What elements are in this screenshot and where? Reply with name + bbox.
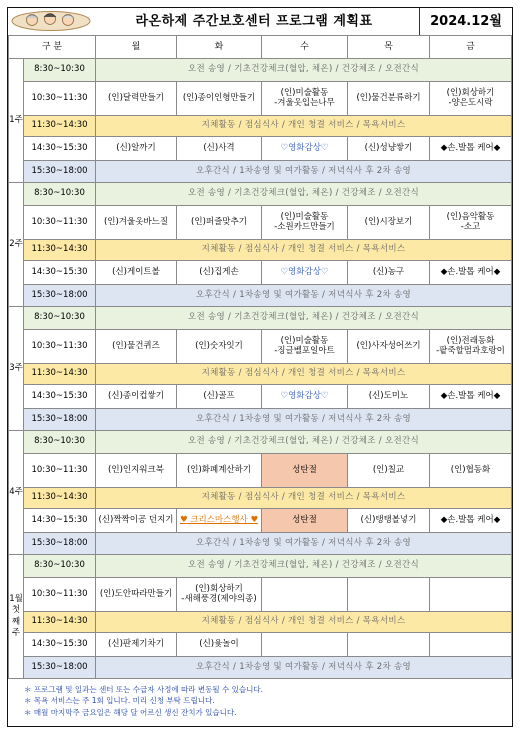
program-cell: (인)미술활동 -징글벨포일아트 — [262, 330, 348, 364]
program-cell — [430, 633, 512, 657]
time-slot: 15:30~18:00 — [24, 657, 96, 679]
time-slot: 14:30~15:30 — [24, 509, 96, 533]
time-slot: 14:30~15:30 — [24, 633, 96, 657]
schedule-row — [9, 364, 512, 385]
time-slot: 8:30~10:30 — [24, 555, 96, 578]
schedule-row — [9, 261, 512, 285]
column-header: 목 — [348, 36, 430, 59]
schedule-row — [9, 59, 512, 82]
time-slot: 15:30~18:00 — [24, 533, 96, 555]
program-cell: (인)물건분류하기 — [348, 82, 430, 116]
program-cell: (인)숫자잇기 — [177, 330, 262, 364]
schedule-table — [8, 35, 512, 679]
routine-band: 지체활동 / 점심식사 / 개인 청결 서비스 / 목욕서비스 — [96, 116, 512, 137]
program-cell: ♡영화감상♡ — [262, 385, 348, 409]
time-slot: 8:30~10:30 — [24, 431, 96, 454]
time-slot: 15:30~18:00 — [24, 161, 96, 183]
routine-band: 오전 송영 / 기초건강체크(혈압, 체온) / 건강체조 / 오전간식 — [96, 59, 512, 82]
time-slot: 15:30~18:00 — [24, 285, 96, 307]
column-header: 화 — [177, 36, 262, 59]
schedule-row — [9, 206, 512, 240]
program-cell: (인)화폐계산하기 — [177, 454, 262, 488]
time-slot: 14:30~15:30 — [24, 137, 96, 161]
program-cell: (인)회상하기 -양은도시락 — [430, 82, 512, 116]
time-slot: 10:30~11:30 — [24, 206, 96, 240]
program-cell — [348, 578, 430, 612]
schedule-row — [9, 307, 512, 330]
schedule-date: 2024.12월 — [419, 8, 512, 35]
time-slot: 8:30~10:30 — [24, 183, 96, 206]
column-header: 구 분 — [9, 36, 96, 59]
schedule-row — [9, 285, 512, 307]
schedule-row — [9, 578, 512, 612]
program-cell: (인)미술활동 -소원카드만들기 — [262, 206, 348, 240]
program-cell: (인)달력만들기 — [96, 82, 177, 116]
program-cell: (신)성냥쌓기 — [348, 137, 430, 161]
program-cell: (인)미술활동 -겨울옷입는나무 — [262, 82, 348, 116]
schedule-row — [9, 657, 512, 679]
program-cell: (인)전래동화 -팥죽할멈과호랑이 — [430, 330, 512, 364]
time-slot: 10:30~11:30 — [24, 82, 96, 116]
schedule-row — [9, 137, 512, 161]
time-slot: 8:30~10:30 — [24, 307, 96, 330]
week-label: 1월 첫째 주 — [9, 555, 24, 679]
schedule-row — [9, 116, 512, 137]
program-cell: (신)집게손 — [177, 261, 262, 285]
time-slot: 14:30~15:30 — [24, 261, 96, 285]
program-cell: ◆손.발톱 케어◆ — [430, 137, 512, 161]
program-cell — [262, 633, 348, 657]
program-cell: (신)사격 — [177, 137, 262, 161]
schedule-row — [9, 509, 512, 533]
schedule-row — [9, 612, 512, 633]
routine-band: 지체활동 / 점심식사 / 개인 청결 서비스 / 목욕서비스 — [96, 364, 512, 385]
program-cell: ◆손.발톱 케어◆ — [430, 261, 512, 285]
time-slot: 10:30~11:30 — [24, 578, 96, 612]
program-cell — [348, 633, 430, 657]
page-title: 라온하제 주간보호센터 프로그램 계획표 — [135, 14, 373, 29]
program-cell — [262, 578, 348, 612]
schedule-row — [9, 82, 512, 116]
program-cell: (신)윷놀이 — [177, 633, 262, 657]
week-label: 4주 — [9, 431, 24, 555]
program-cell: (인)협동화 — [430, 454, 512, 488]
program-cell: (인)시장보기 — [348, 206, 430, 240]
program-cell: (인)물건퀴즈 — [96, 330, 177, 364]
program-cell: 성탄절 — [262, 454, 348, 488]
week-label: 2주 — [9, 183, 24, 307]
routine-band: 오후간식 / 1차송영 및 여가활동 / 저녁식사 후 2차 송영 — [96, 657, 512, 679]
routine-band: 오후간식 / 1차송영 및 여가활동 / 저녁식사 후 2차 송영 — [96, 409, 512, 431]
program-cell: (신)판제기차기 — [96, 633, 177, 657]
program-cell: (신)짝짝이공 던지기 — [96, 509, 177, 533]
program-cell: ◆손.발톱 케어◆ — [430, 509, 512, 533]
column-header: 금 — [430, 36, 512, 59]
schedule-row — [9, 555, 512, 578]
time-slot: 10:30~11:30 — [24, 454, 96, 488]
program-cell: ♡영화감상♡ — [262, 137, 348, 161]
note-line: ＊ 목욕 서비스는 주 1회 입니다. 미리 신청 부탁 드립니다. — [24, 696, 215, 706]
program-cell: (인)겨울옷바느질 — [96, 206, 177, 240]
schedule-row — [9, 183, 512, 206]
program-cell: ◆손.발톱 케어◆ — [430, 385, 512, 409]
notes — [24, 684, 504, 718]
routine-band: 지체활동 / 점심식사 / 개인 청결 서비스 / 목욕서비스 — [96, 240, 512, 261]
program-cell: (신)골프 — [177, 385, 262, 409]
header-row — [9, 36, 512, 59]
program-cell: (신)게이트볼 — [96, 261, 177, 285]
program-cell: (인)퍼즐맞추기 — [177, 206, 262, 240]
time-slot: 15:30~18:00 — [24, 409, 96, 431]
time-slot: 11:30~14:30 — [24, 240, 96, 261]
time-slot: 11:30~14:30 — [24, 116, 96, 137]
column-header: 수 — [262, 36, 348, 59]
time-slot: 11:30~14:30 — [24, 612, 96, 633]
logo-icon — [10, 10, 92, 32]
schedule-sheet — [7, 7, 513, 727]
routine-band: 오전 송영 / 기초건강체크(혈압, 체온) / 건강체조 / 오전간식 — [96, 431, 512, 454]
program-cell: (인)도안따라만들기 — [96, 578, 177, 612]
program-cell: (인)종이인형만들기 — [177, 82, 262, 116]
program-cell: (인)회상하기 -새해풍경(제야의종) — [177, 578, 262, 612]
program-cell: (신)종이컵쌓기 — [96, 385, 177, 409]
schedule-row — [9, 385, 512, 409]
schedule-row — [9, 330, 512, 364]
routine-band: 오전 송영 / 기초건강체크(혈압, 체온) / 건강체조 / 오전간식 — [96, 183, 512, 206]
schedule-row — [9, 454, 512, 488]
schedule-row — [9, 409, 512, 431]
title-bar — [8, 8, 511, 36]
schedule-row — [9, 240, 512, 261]
routine-band: 지체활동 / 점심식사 / 개인 청결 서비스 / 목욕서비스 — [96, 612, 512, 633]
time-slot: 11:30~14:30 — [24, 488, 96, 509]
time-slot: 14:30~15:30 — [24, 385, 96, 409]
routine-band: 오전 송영 / 기초건강체크(혈압, 체온) / 건강체조 / 오전간식 — [96, 555, 512, 578]
time-slot: 10:30~11:30 — [24, 330, 96, 364]
program-cell: (인)인지워크북 — [96, 454, 177, 488]
schedule-row — [9, 161, 512, 183]
program-cell: (인)사자성어쓰기 — [348, 330, 430, 364]
routine-band: 오후간식 / 1차송영 및 여가활동 / 저녁식사 후 2차 송영 — [96, 533, 512, 555]
program-cell: (신)탱탱볼넣기 — [348, 509, 430, 533]
program-cell: ♥ 크리스마스행사 ♥ — [177, 509, 262, 533]
program-cell — [430, 578, 512, 612]
schedule-row — [9, 533, 512, 555]
program-cell: (인)음악활동 -소고 — [430, 206, 512, 240]
note-line: ＊ 프로그램 및 일과는 센터 또는 수급자 사정에 따라 변동될 수 있습니다. — [24, 685, 263, 694]
program-cell: (신)알까기 — [96, 137, 177, 161]
program-cell: (인)칠교 — [348, 454, 430, 488]
schedule-row — [9, 488, 512, 509]
column-header: 월 — [96, 36, 177, 59]
week-label: 3주 — [9, 307, 24, 431]
routine-band: 지체활동 / 점심식사 / 개인 청결 서비스 / 목욕서비스 — [96, 488, 512, 509]
week-label: 1주 — [9, 59, 24, 183]
note-line: ＊ 매월 마지막주 금요일은 해당 달 어르신 생신 잔치가 있습니다. — [24, 707, 237, 717]
routine-band: 오전 송영 / 기초건강체크(혈압, 체온) / 건강체조 / 오전간식 — [96, 307, 512, 330]
time-slot: 11:30~14:30 — [24, 364, 96, 385]
routine-band: 오후간식 / 1차송영 및 여가활동 / 저녁식사 후 2차 송영 — [96, 285, 512, 307]
routine-band: 오후간식 / 1차송영 및 여가활동 / 저녁식사 후 2차 송영 — [96, 161, 512, 183]
schedule-row — [9, 633, 512, 657]
program-cell: (신)도미노 — [348, 385, 430, 409]
program-cell: ♡영화감상♡ — [262, 261, 348, 285]
program-cell: (신)농구 — [348, 261, 430, 285]
schedule-row — [9, 431, 512, 454]
program-cell: 성탄절 — [262, 509, 348, 533]
time-slot: 8:30~10:30 — [24, 59, 96, 82]
